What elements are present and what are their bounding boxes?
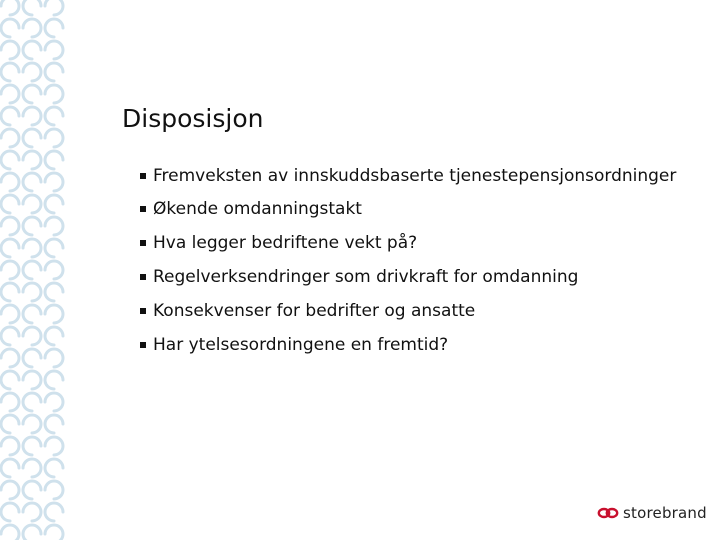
pattern-loop: [23, 525, 41, 540]
bullet-text: Hva legger bedriftene vekt på?: [153, 233, 418, 253]
pattern-loop: [23, 481, 41, 499]
pattern-loop: [1, 0, 19, 15]
bullet-marker: [140, 173, 146, 179]
pattern-loop: [23, 217, 41, 235]
pattern-loop: [45, 129, 63, 147]
bullet-marker: [140, 308, 146, 314]
pattern-loop: [1, 305, 19, 323]
pattern-loop: [23, 393, 41, 411]
pattern-loop: [23, 261, 41, 279]
pattern-loop: [23, 107, 41, 125]
pattern-loop: [45, 327, 63, 345]
pattern-loop: [1, 415, 19, 433]
pattern-loop: [1, 349, 19, 367]
pattern-loop: [45, 63, 63, 81]
pattern-loop: [45, 239, 63, 257]
pattern-loop: [23, 195, 41, 213]
pattern-loop: [45, 85, 63, 103]
pattern-loop: [1, 173, 19, 191]
bullet-item: [140, 267, 700, 288]
bullet-marker: [140, 240, 146, 246]
logo-text: storebrand: [623, 504, 707, 522]
bullet-text: Fremveksten av innskuddsbaserte tjenestepensjonsordninger: [153, 166, 677, 186]
pattern-loop: [1, 503, 19, 521]
pattern-loop: [1, 239, 19, 257]
pattern-loop: [1, 217, 19, 235]
pattern-loop: [23, 327, 41, 345]
slide-title: Disposisjon: [122, 104, 264, 133]
pattern-loop: [45, 393, 63, 411]
pattern-loop: [1, 481, 19, 499]
pattern-loop: [45, 261, 63, 279]
pattern-loop: [23, 371, 41, 389]
pattern-loop: [23, 129, 41, 147]
pattern-loop: [23, 415, 41, 433]
bullet-text: Konsekvenser for bedrifter og ansatte: [153, 301, 476, 321]
pattern-loop: [23, 85, 41, 103]
bullet-text: Økende omdanningstakt: [153, 199, 362, 219]
bullet-item: [140, 166, 700, 187]
pattern-loop: [23, 283, 41, 301]
pattern-loop: [45, 217, 63, 235]
pattern-loop: [45, 349, 63, 367]
pattern-loop: [45, 0, 63, 15]
storebrand-logo: [597, 502, 707, 524]
pattern-loop: [45, 503, 63, 521]
bullet-text: Regelverksendringer som drivkraft for omdanning: [153, 267, 579, 287]
bullet-marker: [140, 206, 146, 212]
pattern-loop: [45, 459, 63, 477]
pattern-loop: [45, 371, 63, 389]
pattern-loop: [45, 173, 63, 191]
storebrand-chain-icon: [597, 506, 619, 520]
pattern-loop: [1, 195, 19, 213]
pattern-loop: [45, 305, 63, 323]
pattern-loop: [45, 437, 63, 455]
decorative-loop-pattern: [0, 0, 68, 540]
bullet-item: [140, 335, 700, 356]
pattern-loop: [23, 459, 41, 477]
bullet-list: [140, 166, 700, 369]
bullet-marker: [140, 342, 146, 348]
pattern-loop: [23, 151, 41, 169]
pattern-loop: [1, 437, 19, 455]
pattern-loop: [1, 107, 19, 125]
pattern-loop: [1, 85, 19, 103]
pattern-loop: [45, 415, 63, 433]
pattern-loop: [23, 0, 41, 15]
pattern-loop: [45, 151, 63, 169]
pattern-loop: [45, 41, 63, 59]
pattern-loop: [1, 63, 19, 81]
pattern-loop: [1, 261, 19, 279]
pattern-loop: [1, 327, 19, 345]
pattern-loop: [1, 41, 19, 59]
pattern-loop: [23, 305, 41, 323]
bullet-marker: [140, 274, 146, 280]
pattern-loop: [23, 63, 41, 81]
pattern-loop: [45, 481, 63, 499]
pattern-loop: [23, 239, 41, 257]
pattern-loop: [1, 459, 19, 477]
pattern-loop: [23, 41, 41, 59]
pattern-loop: [45, 107, 63, 125]
pattern-loop: [23, 437, 41, 455]
bullet-item: [140, 199, 700, 220]
pattern-loop: [1, 283, 19, 301]
pattern-loop: [1, 151, 19, 169]
pattern-loop: [45, 19, 63, 37]
pattern-loop: [45, 283, 63, 301]
bullet-text: Har ytelsesordningene en fremtid?: [153, 335, 449, 355]
pattern-loop: [23, 19, 41, 37]
pattern-loop: [1, 525, 19, 540]
pattern-loop: [45, 195, 63, 213]
bullet-item: [140, 301, 700, 322]
pattern-loop: [45, 525, 63, 540]
pattern-loop: [1, 393, 19, 411]
pattern-loop: [23, 503, 41, 521]
bullet-item: [140, 233, 700, 254]
pattern-loop: [23, 349, 41, 367]
pattern-loop: [23, 173, 41, 191]
pattern-loop: [1, 19, 19, 37]
pattern-loop: [1, 371, 19, 389]
pattern-loop: [1, 129, 19, 147]
